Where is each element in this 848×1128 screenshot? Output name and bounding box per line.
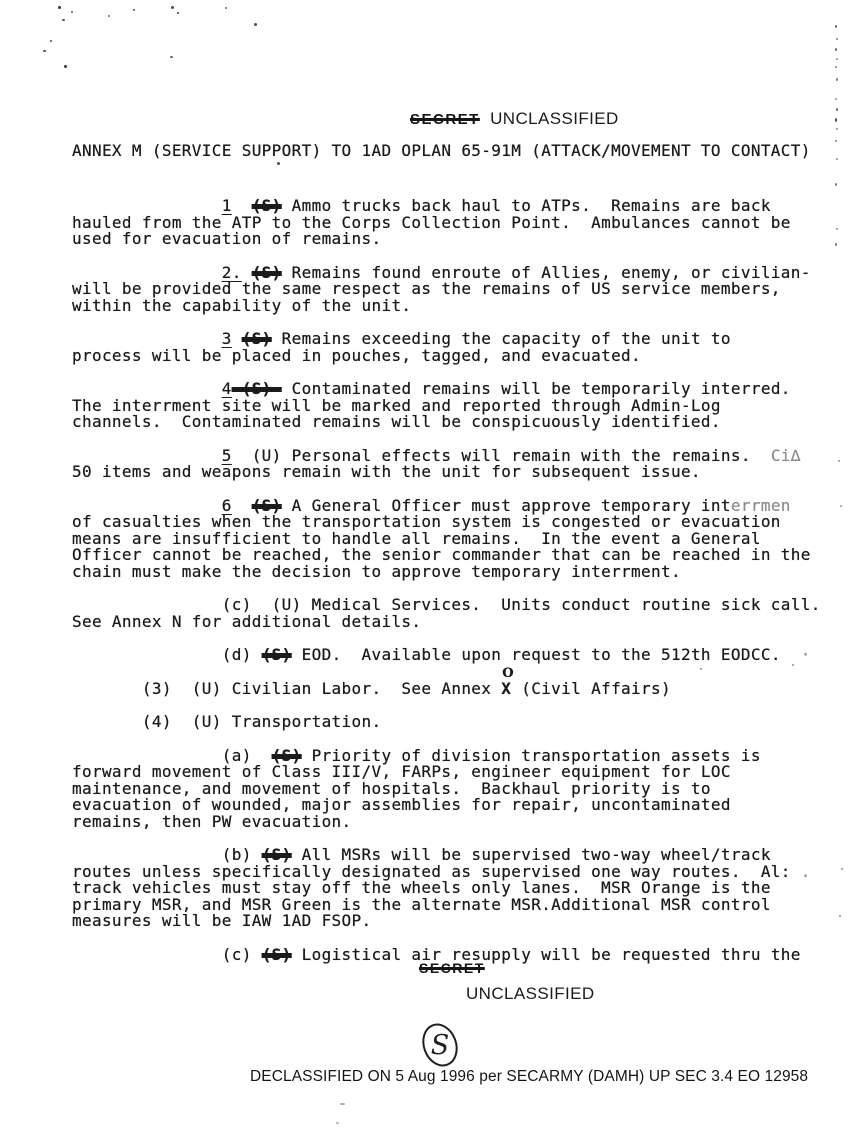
text-line: evacuation of wounded, major assemblies for repair, uncontaminated [72, 795, 731, 814]
scan-artifact [336, 1122, 339, 1124]
text-line: of casualties when the transportation system is congested or evacuation [72, 512, 781, 531]
text-line: within the capability of the unit. [72, 295, 412, 315]
scan-artifact [840, 505, 842, 507]
struck-classification-marker: (S) [261, 944, 292, 964]
paragraph-number: 2. [221, 262, 242, 282]
text-line: forward movement of Class III/V, FARPs, engineer equipment for LOC [72, 762, 731, 781]
text-line: track vehicles must stay off the wheels only lanes. MSR Orange is the [72, 878, 771, 897]
scan-artifact [50, 40, 52, 42]
text-line: hauled from the ATP to the Corps Collection Point. Ambulances cannot be [72, 212, 791, 232]
text-line: chain must make the decision to approve temporary interrment. [72, 561, 681, 581]
text-line: primary MSR, and MSR Green is the alternate MSR.Additional MSR control [72, 894, 771, 914]
text-line: process will be placed in pouches, tagged, and evacuated. [72, 345, 642, 365]
paragraph [72, 445, 838, 481]
faint-mark: errmen [730, 495, 791, 515]
scan-artifact [64, 65, 67, 68]
scan-artifact [700, 668, 702, 670]
text-line: 6 (S) A General Officer must approve temporary interrmen [221, 495, 791, 515]
faint-mark: · [780, 645, 811, 664]
paragraph [72, 262, 838, 315]
scan-artifact [835, 66, 837, 68]
scan-artifact [792, 664, 794, 666]
paragraph-number: 6 [221, 495, 232, 515]
text-line: (b) (S) All MSRs will be supervised two-way wheel/track [72, 845, 771, 864]
text-line: measures will be IAW 1AD FSOP. [72, 911, 372, 930]
struck-classification-marker: (S) [251, 262, 282, 282]
paragraph-number: 5 [221, 445, 232, 465]
unclassified-marking: UNCLASSIFIED [490, 109, 619, 128]
stamp-letter: S [430, 1030, 450, 1061]
scan-artifact [835, 140, 837, 142]
scan-artifact [133, 9, 135, 11]
scan-artifact [835, 118, 837, 122]
scan-artifact [841, 868, 843, 870]
text-line: remains, then PW evacuation. [72, 811, 352, 831]
paragraph-number: 4 [221, 379, 232, 398]
scan-artifact [254, 23, 257, 26]
declassification-note: DECLASSIFIED ON 5 Aug 1996 per SECARMY (DAMH) UP SEC 3.4 EO 12958 [250, 1068, 809, 1085]
paragraph [72, 381, 838, 431]
paragraph-number: 1 [221, 196, 232, 215]
text-line: maintenance, and movement of hospitals. Backhaul priority is to [72, 778, 711, 798]
struck-classification-marker: (S) [241, 329, 272, 348]
struck-classification-marker: (S) [271, 745, 302, 765]
paragraph [72, 331, 838, 364]
text-line: (4) (U) Transportation. [72, 712, 382, 731]
text-line: used for evacuation of remains. [72, 229, 382, 248]
scan-artifact [836, 228, 838, 230]
scan-artifact [43, 50, 46, 52]
scan-artifact [62, 19, 65, 21]
paragraph [72, 847, 838, 930]
paragraph [72, 597, 838, 630]
text-line: (3) (U) Civilian Labor. See Annex X O (Civil Affairs) [72, 665, 671, 698]
crossed-out-letter: X O [501, 665, 514, 698]
text-line: 4—(S)— Contaminated remains will be temporarily interred. [221, 379, 791, 398]
scan-artifact [340, 1103, 345, 1105]
scan-artifact [835, 48, 837, 51]
scan-artifact [839, 915, 841, 917]
text-line: 1 (S) Ammo trucks back haul to ATPs. Remains are back [221, 196, 771, 215]
scan-artifact [277, 162, 280, 165]
faint-mark: . [790, 861, 811, 881]
text-line: (a) (S) Priority of division transportation assets is [72, 745, 761, 765]
circled-s-stamp-icon [416, 1020, 464, 1070]
struck-classification-marker: (S) [251, 495, 282, 515]
text-line: 50 items and weapons remain with the unit for subsequent issue. [72, 462, 701, 481]
paragraph [72, 647, 838, 664]
struck-classification-marker: (S) [261, 645, 292, 664]
scan-artifact [836, 128, 838, 130]
secret-marking-struck: SECRET [410, 111, 480, 128]
scan-artifact [58, 6, 61, 9]
struck-classification-marker: (S) [251, 196, 282, 215]
scan-artifact [835, 98, 837, 100]
text-line: (c) (U) Medical Services. Units conduct routine sick call. [72, 595, 821, 614]
text-line: means are insufficient to handle all remains. In the event a General [72, 528, 761, 548]
text-line: See Annex N for additional details. [72, 611, 422, 631]
document-body [72, 198, 838, 980]
classification-header [410, 109, 619, 129]
scan-artifact [835, 25, 837, 28]
handwritten-correction: O [502, 665, 514, 681]
paragraph [72, 198, 838, 248]
scan-artifact [836, 158, 838, 160]
faint-mark: Ci∆ [770, 445, 801, 465]
struck-classification-marker: —(S)— [231, 379, 282, 398]
text-line: 5 (U) Personal effects will remain with the remains. Ci∆ [221, 445, 801, 465]
scan-artifact [836, 58, 838, 60]
paragraph-number: 3 [221, 329, 232, 348]
scan-artifact [835, 183, 837, 186]
scan-artifact [836, 38, 838, 40]
scan-artifact [225, 7, 227, 9]
scan-artifact [835, 243, 837, 246]
footer-secret-marking-struck: SECRET [419, 960, 485, 976]
scan-artifact [71, 11, 73, 13]
scan-artifact [108, 15, 110, 17]
footer-unclassified-marking: UNCLASSIFIED [466, 984, 595, 1003]
text-line: The interrment site will be marked and reported through Admin-Log [72, 395, 721, 415]
declassification-stamp [416, 1020, 464, 1074]
struck-classification-marker: (S) [261, 845, 292, 864]
paragraph [72, 665, 838, 698]
text-line: (c) (S) Logistical air resupply will be requested thru the [72, 944, 801, 964]
scan-artifact [171, 6, 174, 9]
text-line: will be provided the same respect as the remains of US service members, [72, 279, 781, 298]
document-title: ANNEX M (SERVICE SUPPORT) TO 1AD OPLAN 65-91M (ATTACK/MOVEMENT TO CONTACT) [72, 141, 811, 160]
text-line: (d) (S) EOD. Available upon request to the 512th EODCC. · [72, 645, 811, 664]
text-line: 2. (S) Remains found enroute of Allies, enemy, or civilian- [221, 262, 811, 282]
scan-artifact [836, 108, 838, 111]
text-line: channels. Contaminated remains will be conspicuously identified. [72, 412, 721, 431]
scan-artifact [177, 12, 179, 14]
text-line: routes unless specifically designated as supervised one way routes. Al: . [72, 861, 811, 881]
paragraph [72, 745, 838, 831]
text-line: Officer cannot be reached, the senior commander that can be reached in the [72, 545, 811, 564]
paragraph [72, 714, 838, 731]
text-line: 3 (S) Remains exceeding the capacity of the unit to [221, 329, 731, 348]
paragraph [72, 495, 838, 581]
scan-artifact [838, 460, 840, 462]
scan-artifact [836, 78, 838, 81]
scan-artifact [170, 56, 173, 58]
